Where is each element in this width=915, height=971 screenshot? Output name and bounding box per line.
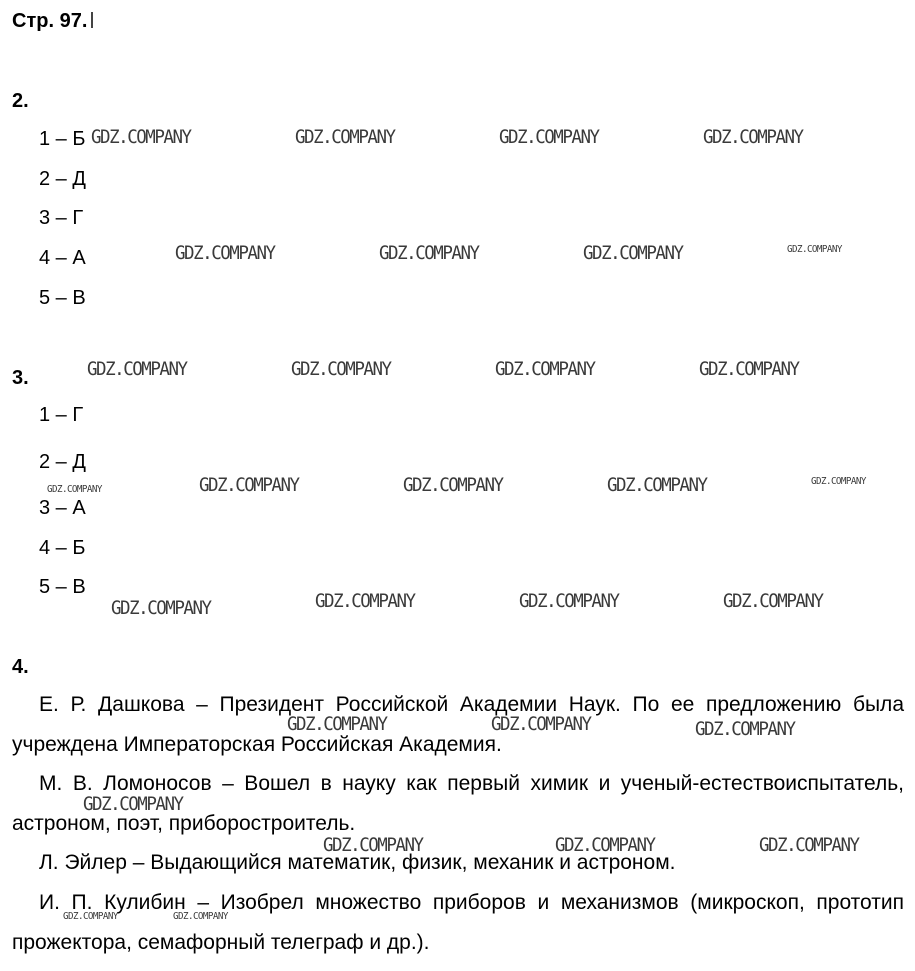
watermark-text: GDZ.COMPANY — [175, 242, 275, 264]
task-2-answer-2: 2 – Д — [39, 168, 86, 190]
watermark-text: GDZ.COMPANY — [323, 834, 423, 856]
task-4-paragraph-kulibin: И. П. Кулибин – Изобрел множество приборов и механизмов (микроскоп, прототип прожектора, семафорный телеграф и др.). — [12, 891, 904, 954]
watermark-text: GDZ.COMPANY — [519, 590, 619, 612]
task-4-paragraph-euler: Л. Эйлер – Выдающийся математик, физик, механик и астроном. — [39, 851, 676, 874]
watermark-text: GDZ.COMPANY — [811, 476, 866, 487]
watermark-text: GDZ.COMPANY — [723, 590, 823, 612]
task-4-paragraph-dashkova: Е. Р. Дашкова – Президент Российской Академии Наук. По ее предложению была учреждена Императорская Российская Академия. — [12, 693, 904, 756]
watermark-text: GDZ.COMPANY — [199, 474, 299, 496]
watermark-text: GDZ.COMPANY — [295, 126, 395, 148]
watermark-text: GDZ.COMPANY — [173, 911, 228, 922]
watermark-text: GDZ.COMPANY — [555, 834, 655, 856]
watermark-text: GDZ.COMPANY — [703, 126, 803, 148]
watermark-text: GDZ.COMPANY — [787, 244, 842, 255]
watermark-text: GDZ.COMPANY — [695, 718, 795, 740]
text-cursor — [91, 12, 93, 28]
watermark-text: GDZ.COMPANY — [91, 126, 191, 148]
task-3-answer-3: 3 – А — [39, 497, 86, 519]
watermark-text: GDZ.COMPANY — [111, 597, 211, 619]
watermark-text: GDZ.COMPANY — [63, 911, 118, 922]
task-3-answer-4: 4 – Б — [39, 537, 86, 559]
watermark-text: GDZ.COMPANY — [499, 126, 599, 148]
watermark-text: GDZ.COMPANY — [495, 358, 595, 380]
watermark-text: GDZ.COMPANY — [403, 474, 503, 496]
task-3-answer-2: 2 – Д — [39, 451, 86, 473]
watermark-text: GDZ.COMPANY — [491, 713, 591, 735]
task-3-answer-5: 5 – В — [39, 576, 86, 598]
page-title: Стр. 97. — [12, 10, 93, 33]
task-2-answer-3: 3 – Г — [39, 207, 84, 229]
watermark-text: GDZ.COMPANY — [759, 834, 859, 856]
watermark-text: GDZ.COMPANY — [87, 358, 187, 380]
task-2-answer-5: 5 – В — [39, 287, 86, 309]
watermark-text: GDZ.COMPANY — [607, 474, 707, 496]
watermark-text: GDZ.COMPANY — [379, 242, 479, 264]
task-2-number: 2. — [12, 90, 29, 112]
task-3-number: 3. — [12, 367, 29, 389]
task-2-answer-1: 1 – Б — [39, 128, 86, 150]
task-3-answer-1: 1 – Г — [39, 404, 84, 426]
task-2-answer-4: 4 – А — [39, 247, 86, 269]
task-4-paragraph-lomonosov: М. В. Ломоносов – Вошел в науку как первый химик и ученый-естествоиспытатель, астроном, поэт, приборостроитель. — [12, 772, 904, 835]
watermark-text: GDZ.COMPANY — [287, 713, 387, 735]
watermark-text: GDZ.COMPANY — [699, 358, 799, 380]
watermark-text: GDZ.COMPANY — [47, 484, 102, 495]
watermark-text: GDZ.COMPANY — [291, 358, 391, 380]
task-4-number: 4. — [12, 656, 29, 678]
watermark-text: GDZ.COMPANY — [83, 793, 183, 815]
watermark-text: GDZ.COMPANY — [583, 242, 683, 264]
watermark-text: GDZ.COMPANY — [315, 590, 415, 612]
